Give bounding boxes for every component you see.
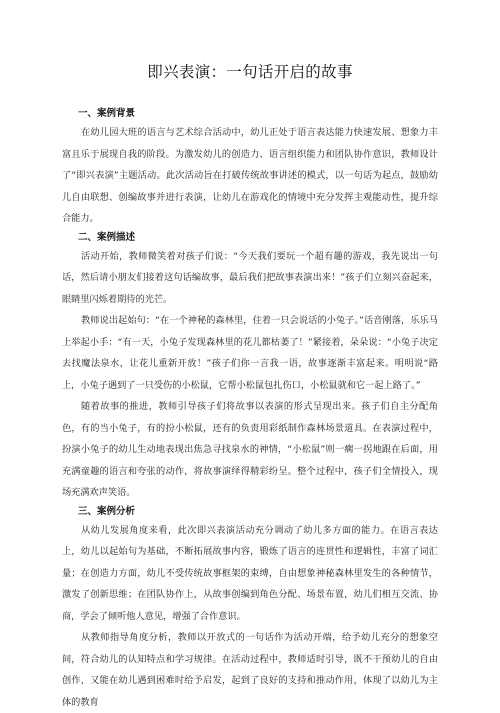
paragraph: 在幼儿园大班的语言与艺术综合活动中，幼儿正处于语言表达能力快速发展、想象力丰富且乐于展现自我的阶段。为激发幼儿的创造力、语言组织能力和团队协作意识，教师设计了“即兴表演”主题活动。此次活动旨在打破传统故事讲述的模式，以一句话为起点，鼓励幼儿自由联想、创编故事并进行表演，让幼儿在游戏化的情境中充分发挥主观能动性，提升综合能力。: [62, 122, 438, 230]
document-title: 即兴表演：一句话开启的故事: [62, 62, 438, 82]
paragraph: 从教师指导角度分析，教师以开放式的一句话作为活动开端，给予幼儿充分的想象空间，符合幼儿的认知特点和学习规律。在活动过程中，教师适时引导，既不干预幼儿的自由创作，又能在幼儿遇到困难时给予启发，起到了良好的支持和推动作用，体现了以幼儿为主体的教育: [62, 627, 438, 713]
paragraph: 从幼儿发展角度来看，此次即兴表演活动充分调动了幼儿多方面的能力。在语言表达上，幼儿以起始句为基础，不断拓展故事内容，锻炼了语言的连贯性和逻辑性，丰富了词汇量；在创造力方面，幼儿不受传统故事框架的束缚，自由想象神秘森林里发生的各种情节，激发了创新思维；在团队协作上，从故事创编到角色分配、场景布置，幼儿们相互交流、协商，学会了倾听他人意见，增强了合作意识。: [62, 520, 438, 628]
section-heading: 三、案例分析: [62, 504, 438, 520]
section-background: [62, 106, 438, 230]
section-heading: 二、案例描述: [62, 230, 438, 246]
paragraph: 活动开始，教师微笑着对孩子们说：“今天我们要玩一个超有趣的游戏，我先说出一句话，然后请小朋友们接着这句话编故事，最后我们把故事表演出来！”孩子们立刻兴奋起来，眼睛里闪烁着期待的光芒。: [62, 246, 438, 311]
section-analysis: [62, 504, 438, 713]
section-description: [62, 230, 438, 504]
section-heading: 一、案例背景: [62, 106, 438, 122]
paragraph: 随着故事的推进，教师引导孩子们将故事以表演的形式呈现出来。孩子们自主分配角色，有的当小兔子，有的扮小松鼠，还有的负责用彩纸制作森林场景道具。在表演过程中，扮演小兔子的幼儿生动地表现出焦急寻找泉水的神情，“小松鼠”则一瘸一拐地跟在后面，用充满童趣的语言和夸张的动作，将故事演绎得精彩纷呈。整个过程中，孩子们全情投入，现场充满欢声笑语。: [62, 396, 438, 504]
paragraph: 教师说出起始句：“在一个神秘的森林里，住着一只会说话的小兔子。”话音刚落，乐乐马上举起小手：“有一天，小兔子发现森林里的花儿都枯萎了！”紧接着，朵朵说：“小兔子决定去找魔法泉水，让花儿重新开放！”孩子们你一言我一语，故事逐渐丰富起来。明明说“路上，小兔子遇到了一只受伤的小松鼠，它帮小松鼠包扎伤口，小松鼠就和它一起上路了。”: [62, 310, 438, 396]
